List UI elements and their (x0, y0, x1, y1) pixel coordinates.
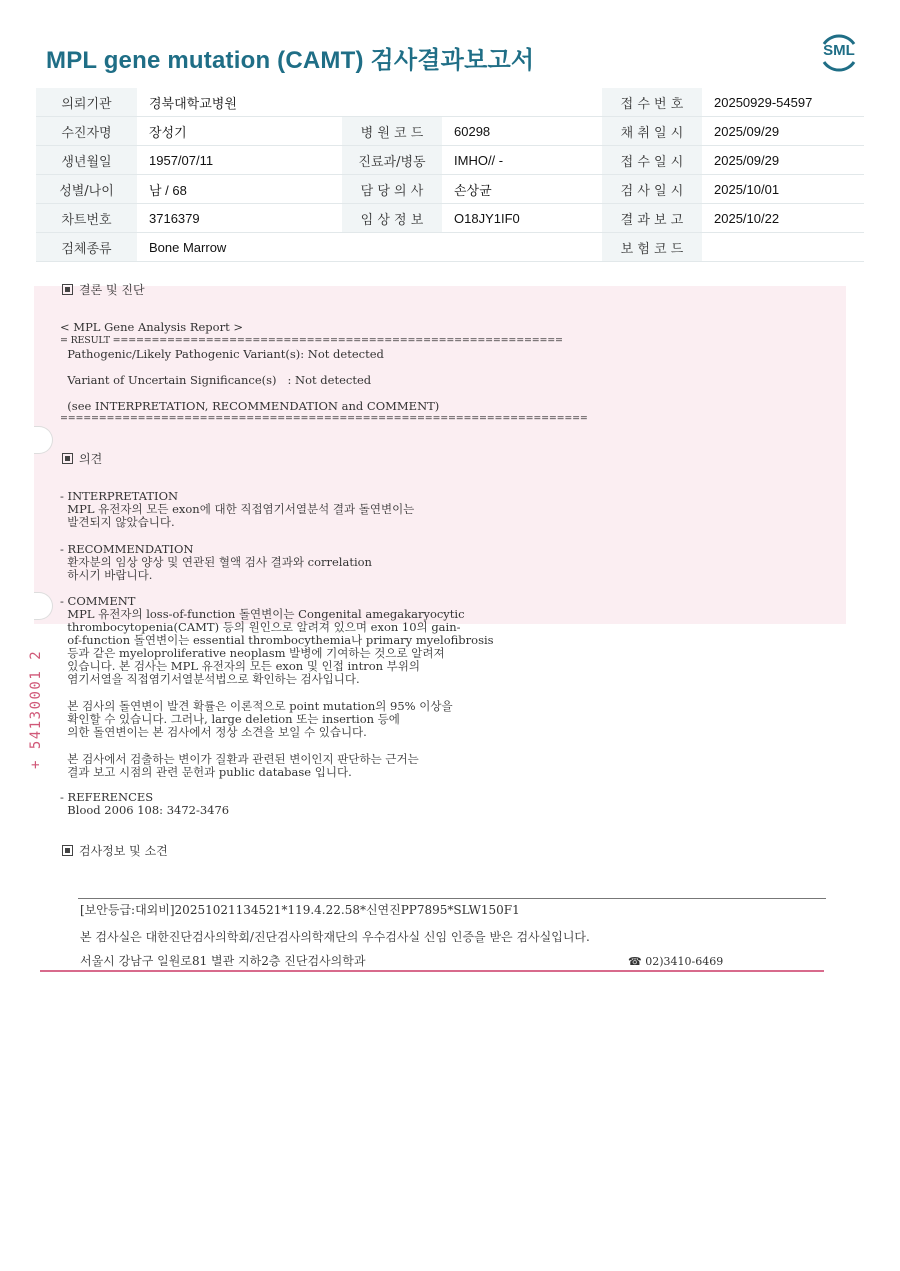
report-line: ==================================================================== (60, 413, 588, 424)
report-line: 발견되지 않았습니다. (60, 515, 175, 529)
report-line: MPL 유전자의 loss-of-function 돌연변이는 Congenital amegakaryocytic (60, 607, 465, 621)
info-row (36, 175, 864, 204)
square-bullet-icon (62, 453, 73, 464)
report-line: 염기서열을 직접염기서열분석법으로 확인하는 검사입니다. (60, 672, 360, 686)
section-title: 의견 (79, 452, 103, 466)
value-specimen-type: Bone Marrow (137, 233, 342, 262)
address-line: 서울시 강남구 일원로81 별관 지하2층 진단검사의학과 (80, 954, 366, 968)
label-hospital-code: 병 원 코 드 (342, 117, 442, 146)
label-clinical-info: 임 상 정 보 (342, 204, 442, 233)
info-row (36, 88, 864, 117)
info-row (36, 117, 864, 146)
report-line: - RECOMMENDATION (60, 542, 194, 556)
patient-info-table (36, 88, 864, 262)
value-collection-date: 2025/09/29 (702, 117, 864, 146)
report-line: 확인할 수 있습니다. 그러나, large deletion 또는 insertion 등에 (60, 712, 400, 726)
label-receipt-date: 접 수 일 시 (602, 146, 702, 175)
label-insurance-code: 보 험 코 드 (602, 233, 702, 262)
certification-line: 본 검사실은 대한진단검사의학회/진단검사의학재단의 우수검사실 신임 인증을 받은 검사실입니다. (80, 930, 590, 944)
label-patient-name: 수진자명 (36, 117, 137, 146)
label-specimen-type: 검체종류 (36, 233, 137, 262)
side-barcode-number: + 54130001 2 (28, 649, 44, 769)
report-line: = RESULT ========================================================== (60, 335, 563, 346)
label-requesting-institution: 의뢰기관 (36, 88, 137, 117)
report-line: - INTERPRETATION (60, 489, 179, 503)
value-test-date: 2025/10/01 (702, 175, 864, 204)
report-line: 결과 보고 시점의 관련 문헌과 public database 입니다. (60, 765, 352, 779)
report-line: 있습니다. 본 검사는 MPL 유전자의 모든 exon 및 인접 intron 부위의 (60, 659, 421, 673)
label-chart-number: 차트번호 (36, 204, 137, 233)
report-line: Blood 2006 108: 3472-3476 (60, 803, 230, 817)
report-line: of-function 돌연변이는 essential thrombocythemia나 primary myelofibrosis (60, 633, 494, 647)
value-receipt-date: 2025/09/29 (702, 146, 864, 175)
section-heading-test-info (62, 842, 168, 859)
square-bullet-icon (62, 845, 73, 856)
value-birth-date: 1957/07/11 (137, 146, 342, 175)
report-line: < MPL Gene Analysis Report > (60, 320, 243, 334)
value-department-ward: IMHO// - (442, 146, 602, 175)
report-line: (see INTERPRETATION, RECOMMENDATION and COMMENT) (60, 399, 440, 413)
info-row (36, 204, 864, 233)
blank-cell (442, 88, 602, 117)
value-patient-name: 장성기 (137, 117, 342, 146)
blank-cell (442, 233, 602, 262)
sml-logo (816, 30, 862, 76)
report-line: - REFERENCES (60, 790, 154, 804)
blank-cell (342, 233, 442, 262)
label-department-ward: 진료과/병동 (342, 146, 442, 175)
value-requesting-institution: 경북대학교병원 (137, 88, 342, 117)
logo-text: SML (823, 42, 855, 59)
section-title: 검사정보 및 소견 (79, 844, 168, 858)
report-line: Pathogenic/Likely Pathogenic Variant(s): Not detected (60, 347, 384, 361)
value-hospital-code: 60298 (442, 117, 602, 146)
label-sex-age: 성별/나이 (36, 175, 137, 204)
section-title: 결론 및 진단 (79, 283, 145, 297)
square-bullet-icon (62, 284, 73, 295)
report-line: thrombocytopenia(CAMT) 등의 원인으로 알려져 있으며 exon 10의 gain- (60, 620, 461, 634)
label-report-date: 결 과 보 고 (602, 204, 702, 233)
value-sex-age: 남 / 68 (137, 175, 342, 204)
report-line: - COMMENT (60, 594, 136, 608)
label-physician: 담 당 의 사 (342, 175, 442, 204)
security-line: [보안등급:대외비]20251021134521*119.4.22.58*신연진PP7895*SLW150F1 (80, 903, 520, 917)
value-report-date: 2025/10/22 (702, 204, 864, 233)
footer-pink-rule (40, 970, 824, 972)
label-birth-date: 생년월일 (36, 146, 137, 175)
phone-line: ☎ 02)3410-6469 (628, 955, 724, 968)
footer-rule (78, 898, 826, 899)
value-chart-number: 3716379 (137, 204, 342, 233)
report-line: 의한 돌연변이는 본 검사에서 정상 소견을 보일 수 있습니다. (60, 725, 367, 739)
report-line: Variant of Uncertain Significance(s) : Not detected (60, 373, 372, 387)
report-line: 등과 같은 myeloproliferative neoplasm 발병에 기여하는 것으로 알려져 (60, 646, 445, 660)
scanned-report (28, 274, 844, 974)
value-insurance-code (702, 233, 864, 262)
report-line: 환자분의 임상 양상 및 연관된 혈액 검사 결과와 correlation (60, 555, 372, 569)
report-line: 본 검사에서 검출하는 변이가 질환과 관련된 변이인지 판단하는 근거는 (60, 752, 419, 766)
page-title: MPL gene mutation (CAMT) 검사결과보고서 (46, 47, 535, 74)
label-collection-date: 채 취 일 시 (602, 117, 702, 146)
info-row (36, 233, 864, 262)
value-clinical-info: O18JY1IF0 (442, 204, 602, 233)
report-line: MPL 유전자의 모든 exon에 대한 직접염기서열분석 결과 돌연변이는 (60, 502, 415, 516)
value-physician: 손상균 (442, 175, 602, 204)
label-accession-number: 접 수 번 호 (602, 88, 702, 117)
blank-cell (342, 88, 442, 117)
label-test-date: 검 사 일 시 (602, 175, 702, 204)
section-heading-conclusion (62, 281, 145, 298)
report-line: 본 검사의 돌연변이 발견 확률은 이론적으로 point mutation의 95% 이상을 (60, 699, 453, 713)
info-row (36, 146, 864, 175)
value-accession-number: 20250929-54597 (702, 88, 864, 117)
report-line: 하시기 바랍니다. (60, 568, 153, 582)
section-heading-opinion (62, 450, 102, 467)
